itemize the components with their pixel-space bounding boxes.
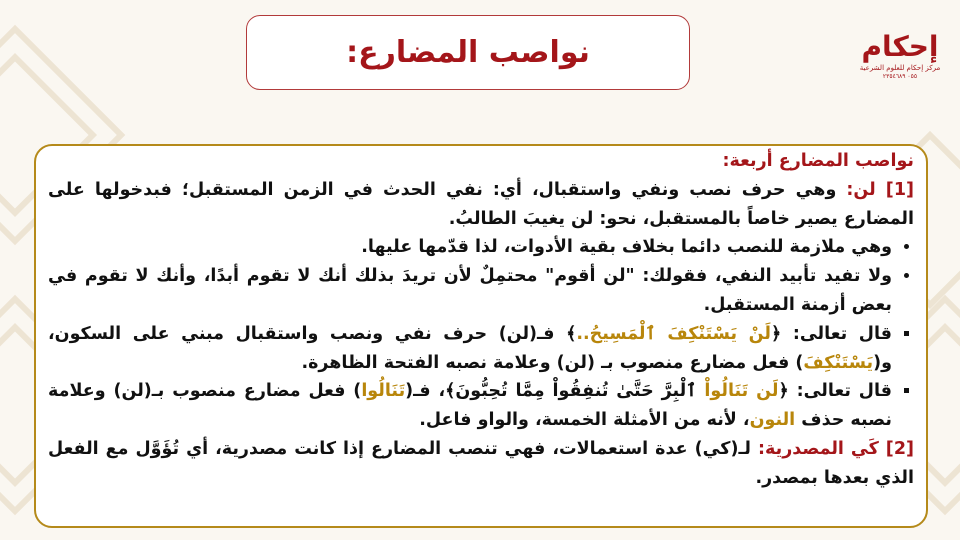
examples-list bbox=[48, 320, 914, 435]
example-2-verse-highlight: لَن تَنَالُواْ bbox=[704, 381, 779, 402]
example-1-conclusion: ) فعل مضارع منصوب بـ (لن) وعلامة نصبه الفتحة الظاهرة. bbox=[301, 352, 804, 373]
example-1 bbox=[48, 320, 892, 378]
note-2: • ولا تفيد تأبيد النفي، فقولك: "لن أقوم" محتمِلٌ لأن تريدَ بذلك أنك لا تقوم أبدًا، وأنك لا تقوم في بعض أزمنة المستقبل. bbox=[48, 262, 892, 320]
logo bbox=[858, 30, 942, 94]
example-1-explanation: ﴾ فـ(لن) حرف نفي ونصب واستقبال مبني على السكون، و( bbox=[48, 323, 892, 373]
example-2-conclusion: ، لأنه من الأمثلة الخمسة، والواو فاعل. bbox=[419, 410, 750, 431]
item-2-label: [2] كَي المصدرية: bbox=[758, 438, 914, 459]
note-1: • وهي ملازمة للنصب دائما بخلاف بقية الأدوات، لذا قدّمها عليها. bbox=[48, 233, 892, 262]
section-heading: نواصب المضارع أربعة: bbox=[722, 151, 914, 171]
item-1 bbox=[48, 176, 914, 234]
content-box bbox=[34, 144, 928, 528]
example-1-verse: لَنْ يَسْتَنْكِفَ ٱلْمَسِيحُ.. bbox=[576, 323, 771, 344]
logo-subtitle: مركز إحكام للعلوم الشرعية bbox=[859, 64, 941, 72]
logo-number: ٠٥٥ ٢٣٥٤٦٨٩ bbox=[882, 73, 918, 80]
example-2-intro: قال تعالى: ﴿ bbox=[778, 381, 892, 402]
example-2-word-2: النون bbox=[749, 410, 796, 431]
item-2 bbox=[48, 435, 914, 493]
content-text bbox=[36, 146, 926, 493]
item-1-text: وهي حرف نصب ونفي واستقبال، أي: نفي الحدث في الزمن المستقبل؛ فبدخولها على المضارع يصير خاصاً بالمستقبل، نحو: لن يغيبَ الطالبُ. bbox=[48, 179, 914, 229]
title-box bbox=[246, 15, 690, 90]
example-1-intro: قال تعالى: ﴿ bbox=[770, 323, 892, 344]
logo-mark: إحكام bbox=[861, 30, 939, 63]
item-2-text: لـ(كي) عدة استعمالات، فهي تنصب المضارع إذا كانت مصدرية، أي تُؤَوَّل مع الفعل الذي بعدها بمصدر. bbox=[48, 438, 914, 488]
notes-list bbox=[48, 233, 914, 319]
example-1-word: يَسْتَنْكِفَ bbox=[803, 352, 874, 373]
example-2-explanation: ﴾، فـ( bbox=[405, 381, 456, 402]
example-2-middle: ) فعل مضارع منصوب بـ(لن) وعلامة نصبه حذف bbox=[48, 381, 892, 431]
example-2 bbox=[48, 377, 892, 435]
example-2-verse-rest: ٱلْبِرَّ حَتَّىٰ تُنفِقُواْ مِمَّا تُحِبُّونَ bbox=[455, 381, 705, 402]
example-2-word: تَنَالُوا bbox=[361, 381, 406, 402]
item-1-label: [1] لن: bbox=[846, 179, 914, 200]
page-title: نواصب المضارع: bbox=[346, 35, 590, 70]
